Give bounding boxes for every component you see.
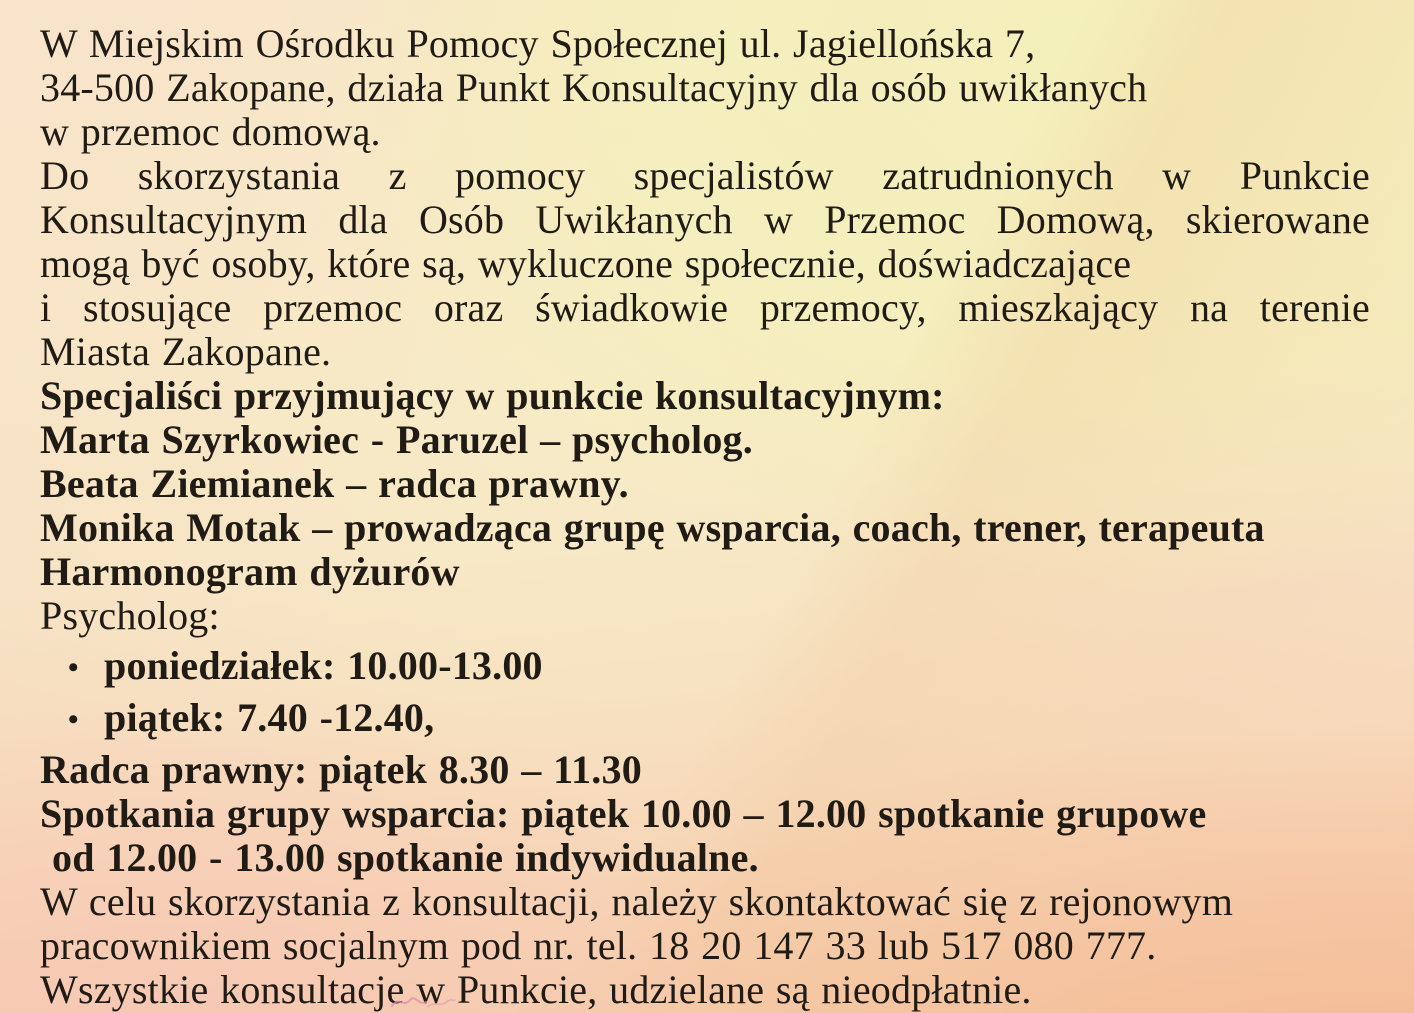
bullet-text: piątek: 7.40 -12.40, xyxy=(104,695,435,740)
psychologist-hours-friday xyxy=(40,696,1370,742)
eligibility-line-3: mogą być osoby, które są, wykluczone społecznie, doświadczające xyxy=(40,241,1132,286)
specialist-support-group-leader: Monika Motak – prowadząca grupę wsparcia, coach, trener, terapeuta xyxy=(40,505,1265,550)
bullet-icon: • xyxy=(68,703,79,736)
legal-advisor-hours: Radca prawny: piątek 8.30 – 11.30 xyxy=(40,747,642,792)
specialist-psychologist: Marta Szyrkowiec - Paruzel – psycholog. xyxy=(40,417,753,462)
psychologist-label: Psycholog: xyxy=(40,593,220,638)
psychologist-hours-monday xyxy=(40,644,1370,690)
specialist-legal-advisor: Beata Ziemianek – radca prawny. xyxy=(40,461,629,506)
eligibility-line-5: Miasta Zakopane. xyxy=(40,329,332,374)
watercolor-squiggle xyxy=(388,992,458,1012)
intro-line-1: W Miejskim Ośrodku Pomocy Społecznej ul. Jagiellońska 7, xyxy=(40,21,1036,66)
contact-line-3: Wszystkie konsultacje w Punkcie, udzielane są nieodpłatnie. xyxy=(40,967,1032,1012)
eligibility-line-2: Konsultacyjnym dla Osób Uwikłanych w Przemoc Domową, skierowane xyxy=(40,197,1370,242)
eligibility-line-4: i stosujące przemoc oraz świadkowie przemocy, mieszkający na terenie xyxy=(40,285,1370,330)
eligibility-line-1: Do skorzystania z pomocy specjalistów zatrudnionych w Punkcie xyxy=(40,153,1370,198)
support-group-hours-line-1: Spotkania grupy wsparcia: piątek 10.00 – 12.00 spotkanie grupowe xyxy=(40,791,1207,836)
support-group-hours-line-2: od 12.00 - 13.00 spotkanie indywidualne. xyxy=(52,835,759,880)
bullet-icon: • xyxy=(68,651,79,684)
specialists-heading: Specjaliści przyjmujący w punkcie konsultacyjnym: xyxy=(40,373,945,418)
bullet-text: poniedziałek: 10.00-13.00 xyxy=(104,643,543,688)
intro-line-3: w przemoc domową. xyxy=(40,109,381,154)
schedule-heading: Harmonogram dyżurów xyxy=(40,549,460,594)
contact-line-1: W celu skorzystania z konsultacji, należy skontaktować się z rejonowym xyxy=(40,879,1234,924)
contact-line-2: pracownikiem socjalnym pod nr. tel. 18 20 147 33 lub 517 080 777. xyxy=(40,923,1157,968)
intro-line-2: 34-500 Zakopane, działa Punkt Konsultacyjny dla osób uwikłanych xyxy=(40,65,1148,110)
